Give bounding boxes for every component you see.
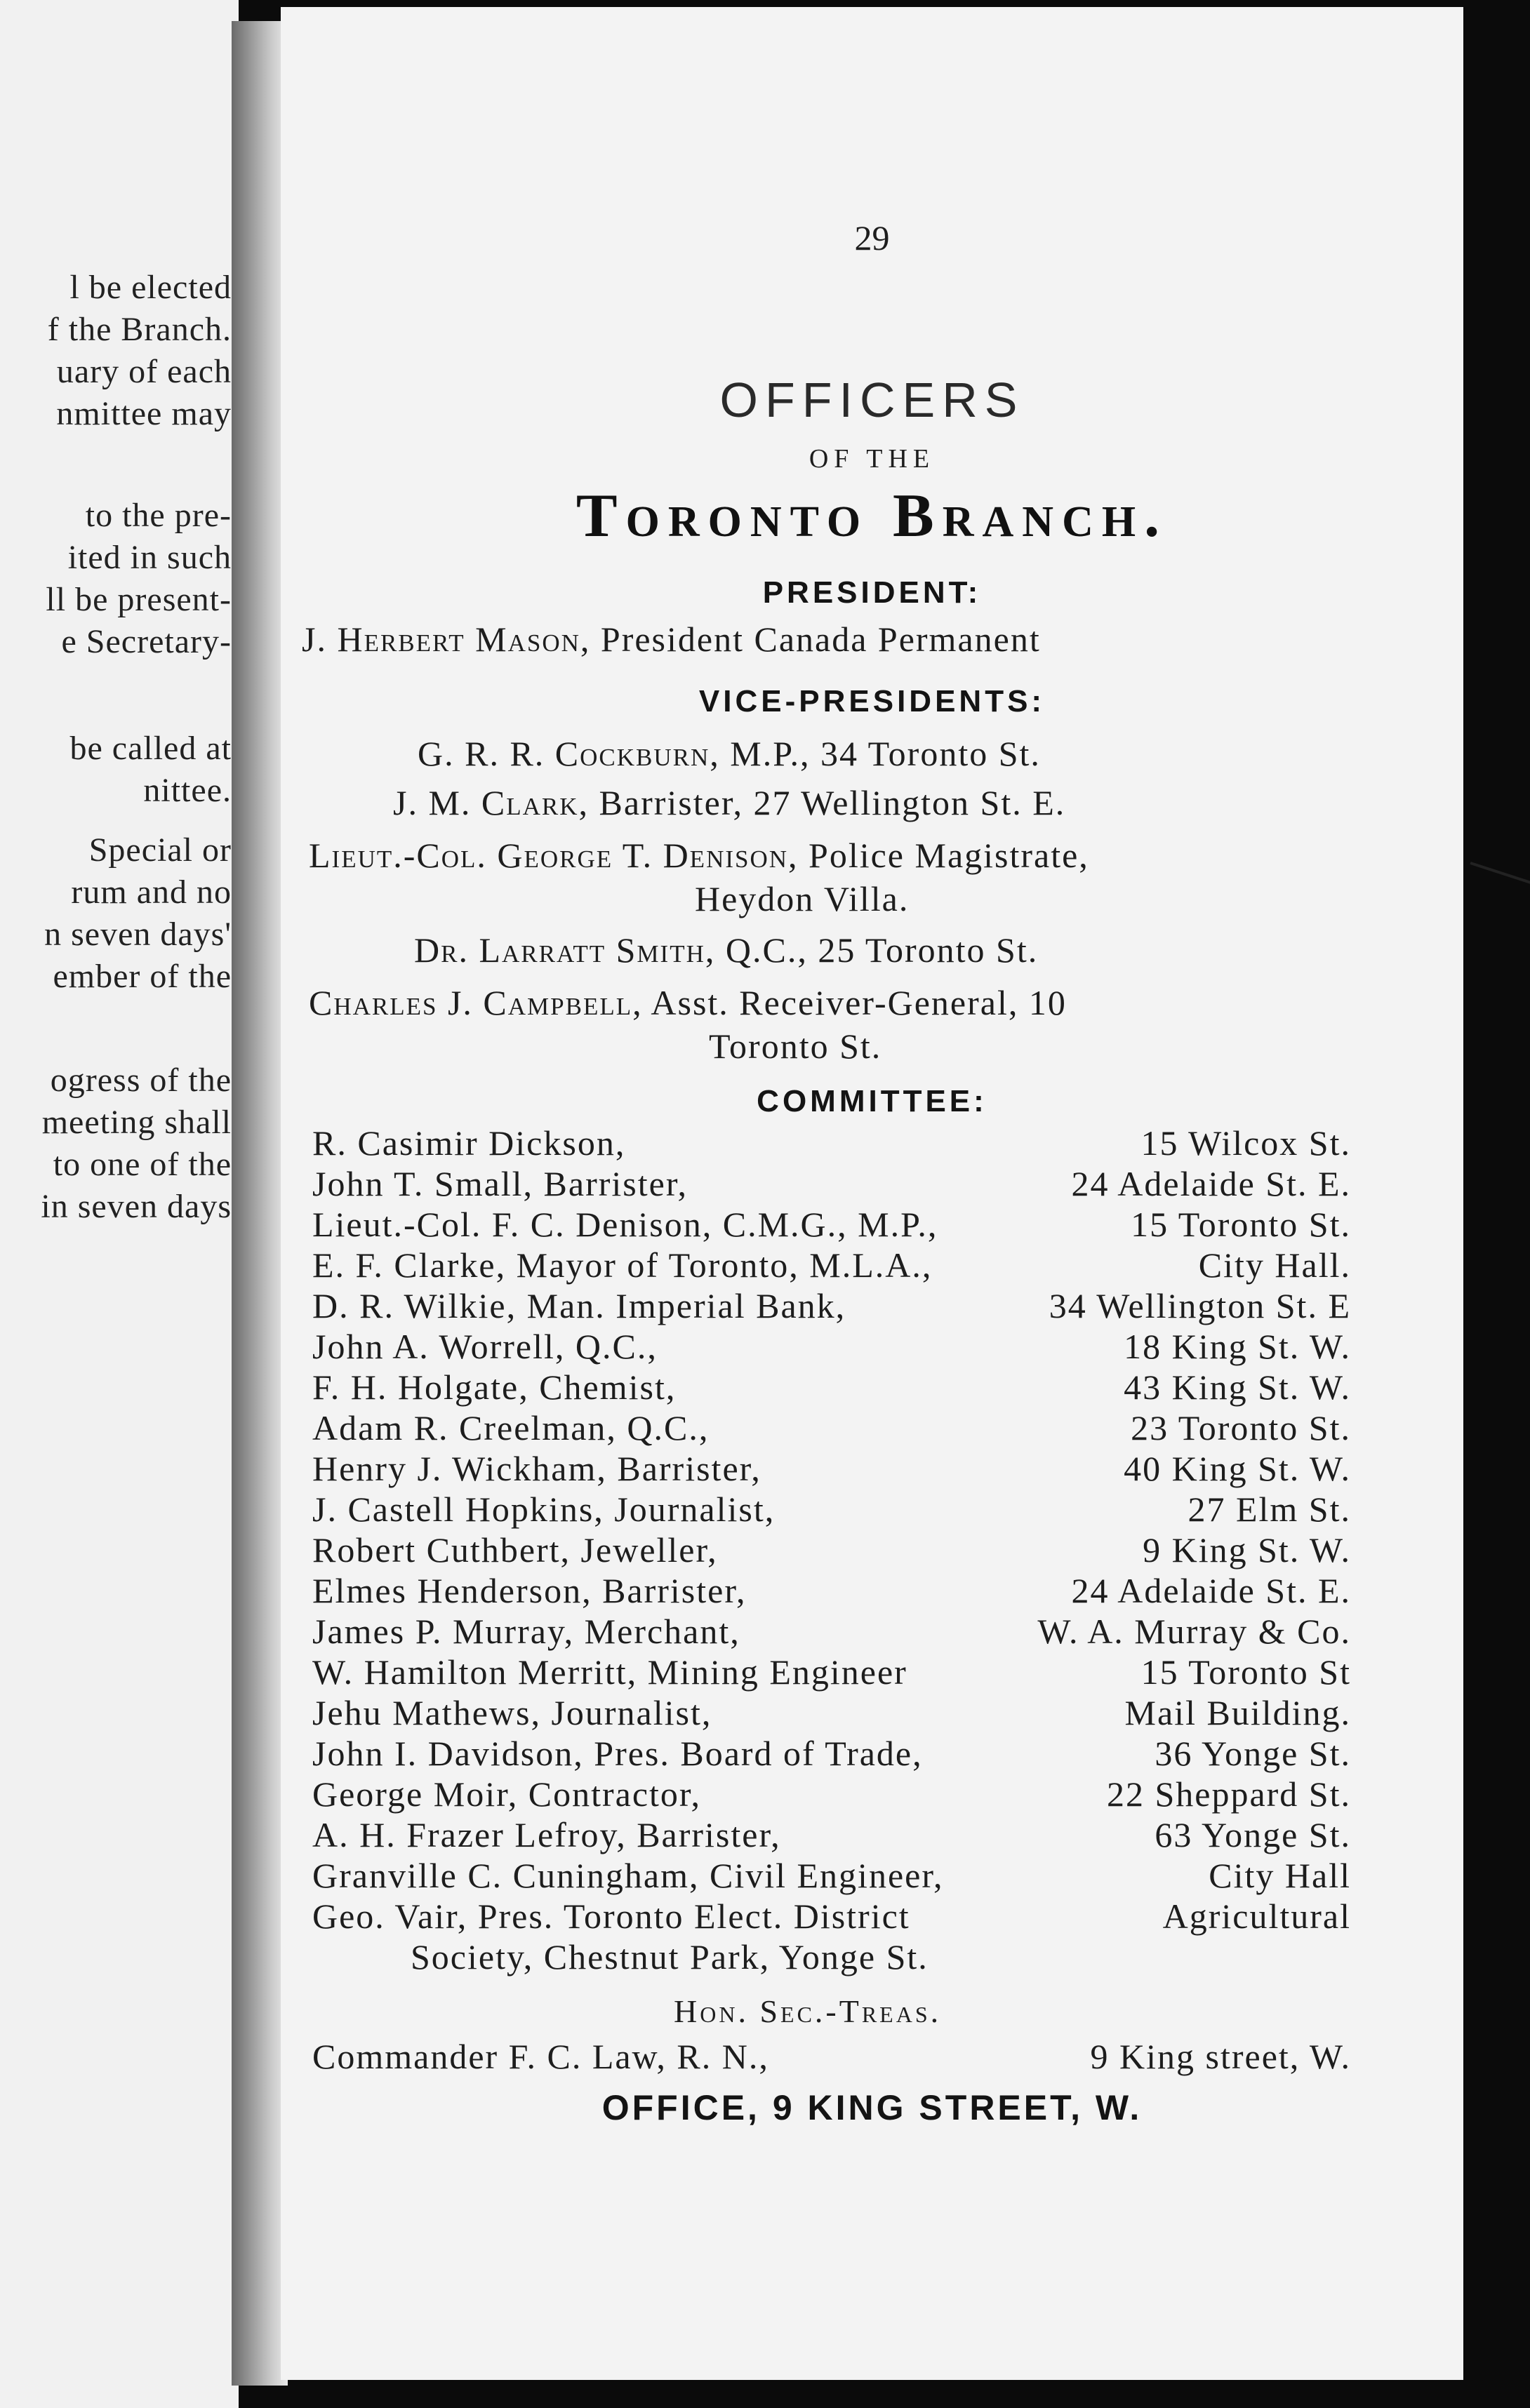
- vice-president-continuation: [709, 1026, 882, 1066]
- left-text-line: n seven days': [44, 916, 232, 953]
- left-text-line: to one of the: [53, 1146, 232, 1183]
- committee-member-address: 27 Elm St.: [1188, 1490, 1351, 1529]
- committee-row: [312, 1245, 1351, 1285]
- committee-member-address: Agricultural: [1162, 1897, 1351, 1936]
- left-text-line: ember of the: [53, 958, 232, 995]
- secretary-name: Commander F. C. Law, R. N.,: [312, 2037, 769, 2076]
- vice-president-detail: Heydon Villa.: [695, 879, 910, 918]
- vice-president-name: G. R. R. Cockburn,: [418, 734, 720, 773]
- committee-row: [312, 1692, 1351, 1733]
- president-detail: President Canada Permanent: [600, 620, 1041, 659]
- committee-member-address: 23 Toronto St.: [1131, 1408, 1351, 1447]
- committee-member-address: 15 Wilcox St.: [1140, 1123, 1351, 1163]
- committee-row: [312, 1814, 1351, 1855]
- committee-member-address: 40 King St. W.: [1124, 1449, 1351, 1488]
- secretary-row: [312, 2036, 1351, 2077]
- left-text-line: be called at: [69, 730, 232, 767]
- committee-member-name: R. Casimir Dickson,: [312, 1123, 626, 1163]
- vice-president-detail: Asst. Receiver-General, 10: [651, 983, 1067, 1022]
- committee-row: [312, 1204, 1351, 1245]
- vice-president-entry: [414, 930, 1038, 970]
- left-text-line: to the pre-: [85, 497, 232, 534]
- committee-row: [312, 1733, 1351, 1774]
- committee-row: [312, 1448, 1351, 1489]
- committee-row: [312, 1163, 1351, 1204]
- committee-member-address: Mail Building.: [1124, 1693, 1351, 1732]
- vice-president-entry: [309, 982, 1067, 1023]
- committee-row: [312, 1774, 1351, 1814]
- committee-member-address: 9 King St. W.: [1143, 1530, 1351, 1570]
- left-text-line: rum and no: [71, 874, 232, 911]
- committee-member-name: James P. Murray, Merchant,: [312, 1612, 740, 1651]
- committee-row: [312, 1570, 1351, 1611]
- left-text-line: nittee.: [143, 772, 232, 809]
- page-number: 29: [854, 218, 890, 257]
- left-text-line: f the Branch.: [47, 311, 232, 348]
- committee-heading: COMMITTEE:: [757, 1084, 987, 1118]
- committee-member-name: D. R. Wilkie, Man. Imperial Bank,: [312, 1286, 846, 1325]
- committee-row: [312, 1285, 1351, 1326]
- vice-presidents-heading: VICE-PRESIDENTS:: [698, 684, 1046, 718]
- committee-member-address: 34 Wellington St. E: [1049, 1286, 1351, 1325]
- committee-row: [312, 1123, 1351, 1163]
- committee-member-address: 15 Toronto St.: [1131, 1205, 1351, 1244]
- committee-member-address: 22 Sheppard St.: [1106, 1774, 1351, 1814]
- left-text-line: meeting shall: [41, 1104, 232, 1141]
- vice-president-name: Charles J. Campbell,: [309, 983, 643, 1022]
- committee-row: [312, 1489, 1351, 1530]
- vice-president-name: J. M. Clark,: [393, 783, 590, 822]
- committee-member-name: Adam R. Creelman, Q.C.,: [312, 1408, 710, 1447]
- committee-member-name: Jehu Mathews, Journalist,: [312, 1693, 712, 1732]
- committee-row: [312, 1407, 1351, 1448]
- committee-member-address: 24 Adelaide St. E.: [1071, 1571, 1351, 1610]
- committee-member-name: F. H. Holgate, Chemist,: [312, 1367, 677, 1407]
- committee-member-address: 15 Toronto St: [1140, 1652, 1351, 1692]
- committee-member-name: A. H. Frazer Lefroy, Barrister,: [312, 1815, 781, 1854]
- office-address: OFFICE, 9 KING STREET, W.: [601, 2088, 1143, 2127]
- secretary-address: 9 King street, W.: [1090, 2037, 1351, 2076]
- page-subtitle: OF THE: [809, 444, 936, 474]
- committee-member-name: Henry J. Wickham, Barrister,: [312, 1449, 761, 1488]
- committee-member-address: City Hall: [1209, 1856, 1351, 1895]
- committee-row: [312, 1530, 1351, 1570]
- committee-member-address: 63 Yonge St.: [1155, 1815, 1351, 1854]
- committee-row: [312, 1855, 1351, 1896]
- committee-row: [312, 1896, 1351, 1937]
- left-text-line: ll be present-: [46, 581, 232, 618]
- committee-continuation: Society, Chestnut Park, Yonge St.: [411, 1937, 929, 1976]
- vice-president-detail: Barrister, 27 Wellington St. E.: [599, 783, 1066, 822]
- committee-member-name: J. Castell Hopkins, Journalist,: [312, 1490, 776, 1529]
- vice-president-detail: M.P., 34 Toronto St.: [730, 734, 1041, 773]
- committee-member-name: Robert Cuthbert, Jeweller,: [312, 1530, 718, 1570]
- committee-member-address: 36 Yonge St.: [1155, 1734, 1351, 1773]
- book-gutter: [232, 21, 288, 2386]
- vice-president-detail: Q.C., 25 Toronto St.: [725, 930, 1039, 970]
- committee-member-name: John T. Small, Barrister,: [312, 1164, 688, 1203]
- president-name: J. Herbert Mason,: [302, 620, 591, 659]
- left-text-line: uary of each: [56, 353, 232, 390]
- committee-row: [312, 1652, 1351, 1692]
- left-text-line: e Secretary-: [61, 623, 232, 660]
- committee-member-name: Granville C. Cuningham, Civil Engineer,: [312, 1856, 944, 1895]
- committee-member-name: Lieut.-Col. F. C. Denison, C.M.G., M.P.,: [312, 1205, 938, 1244]
- committee-row: [312, 1326, 1351, 1367]
- page-edge-mark: [1470, 862, 1530, 884]
- left-text-line: Special or: [88, 831, 232, 869]
- branch-title: Toronto Branch.: [576, 482, 1169, 550]
- committee-member-address: City Hall.: [1198, 1245, 1351, 1285]
- secretary-heading: Hon. Sec.-Treas.: [674, 1993, 942, 2029]
- page-title: OFFICERS: [719, 373, 1025, 427]
- committee-member-address: W. A. Murray & Co.: [1037, 1612, 1351, 1651]
- committee-member-name: Elmes Henderson, Barrister,: [312, 1571, 747, 1610]
- vice-president-name: Dr. Larratt Smith,: [414, 930, 716, 970]
- committee-row: [312, 1367, 1351, 1407]
- left-text-line: nmittee may: [56, 395, 232, 432]
- committee-member-name: W. Hamilton Merritt, Mining Engineer: [312, 1652, 907, 1692]
- committee-member-address: 43 King St. W.: [1124, 1367, 1351, 1407]
- committee-member-address: 18 King St. W.: [1124, 1327, 1351, 1366]
- committee-member-name: John I. Davidson, Pres. Board of Trade,: [312, 1734, 923, 1773]
- vice-president-entry: [393, 782, 1065, 823]
- president-heading: PRESIDENT:: [762, 575, 982, 610]
- right-page: [281, 7, 1463, 2380]
- vice-president-name: Lieut.-Col. George T. Denison,: [309, 836, 799, 875]
- committee-row: [312, 1611, 1351, 1652]
- vice-president-entry: [418, 733, 1041, 774]
- committee-member-name: John A. Worrell, Q.C.,: [312, 1327, 658, 1366]
- vice-president-detail: Police Magistrate,: [809, 836, 1089, 875]
- left-text-line: ited in such: [67, 539, 232, 576]
- committee-member-name: Geo. Vair, Pres. Toronto Elect. District: [312, 1897, 910, 1936]
- left-text-line: l be elected: [69, 269, 232, 306]
- committee-member-name: E. F. Clarke, Mayor of Toronto, M.L.A.,: [312, 1245, 933, 1285]
- president-entry: [302, 619, 1041, 660]
- committee-member-address: 24 Adelaide St. E.: [1071, 1164, 1351, 1203]
- left-text-line: in seven days: [41, 1188, 232, 1225]
- vice-president-continuation: [695, 878, 909, 919]
- vice-president-entry: [309, 835, 1089, 876]
- vice-president-detail: Toronto St.: [709, 1026, 882, 1066]
- committee-member-name: George Moir, Contractor,: [312, 1774, 702, 1814]
- left-text-line: ogress of the: [50, 1062, 232, 1099]
- left-page: [0, 0, 239, 2408]
